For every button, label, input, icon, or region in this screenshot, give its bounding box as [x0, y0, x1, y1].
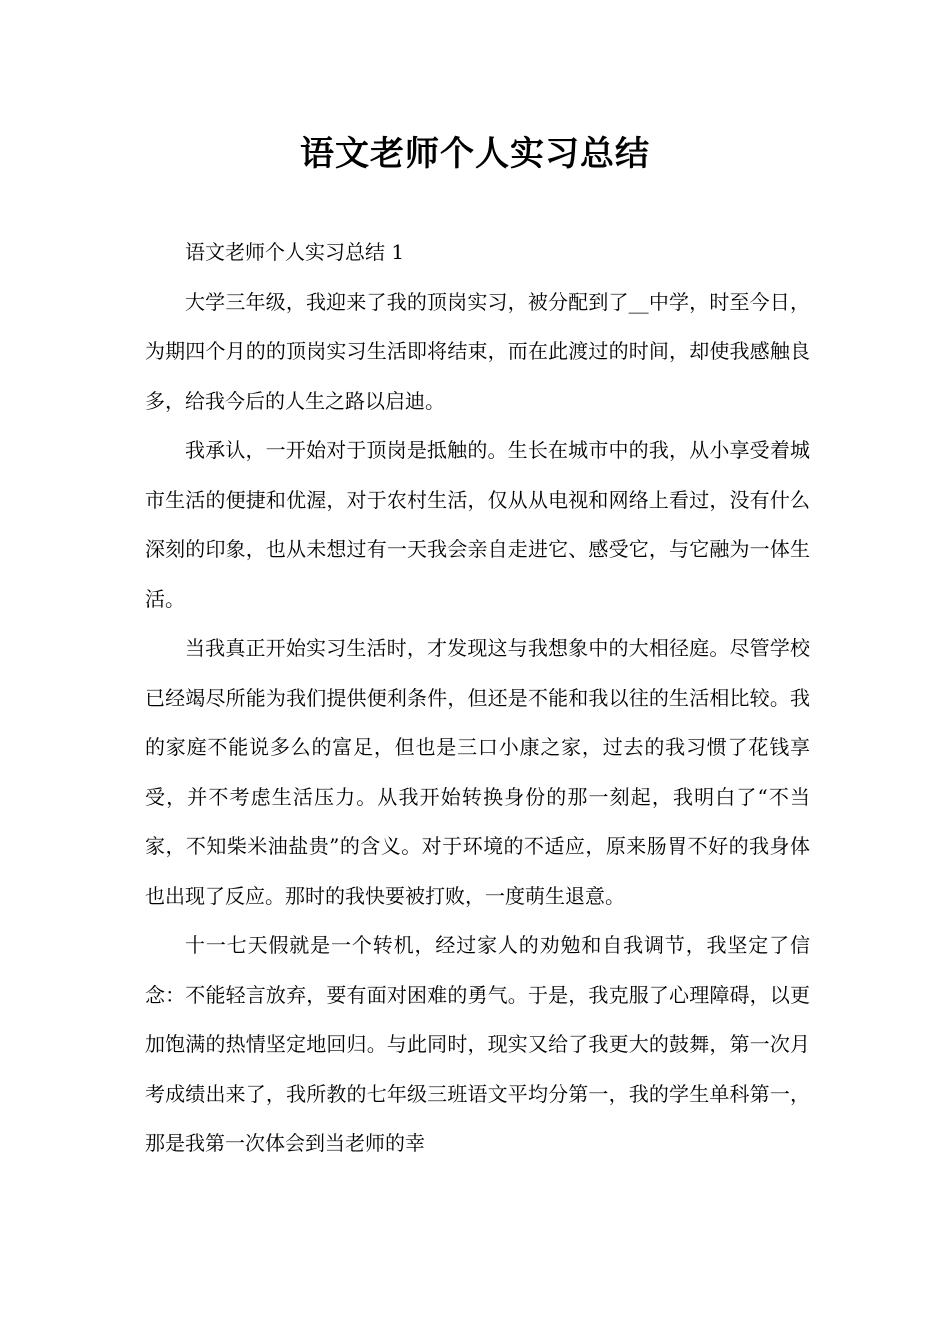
section-heading: 语文老师个人实习总结 1	[185, 240, 405, 264]
document-title: 语文老师个人实习总结	[300, 134, 650, 174]
paragraph-2: 我承认，一开始对于顶岗是抵触的。生长在城市中的我，从小享受着城市生活的便捷和优渥，对于农村生活，仅从从电视和网络上看过，没有什么深刻的印象，也从未想过有一天我会亲自走进它、感受它，与它融为一体生活。	[145, 438, 810, 611]
paragraph-3: 当我真正开始实习生活时，才发现这与我想象中的大相径庭。尽管学校已经竭尽所能为我们提供便利条件，但还是不能和我以往的生活相比较。我的家庭不能说多么的富足，但也是三口小康之家，过去的我习惯了花钱享受，并不考虑生活压力。从我开始转换身份的那一刻起，我明白了“不当家，不知柴米油盐贵”的含义。对于环境的不适应，原来肠胃不好的我身体也出现了反应。那时的我快要被打败，一度萌生退意。	[145, 636, 810, 908]
document-body	[145, 228, 810, 1169]
paragraph-4: 十一七天假就是一个转机，经过家人的劝勉和自我调节，我坚定了信念：不能轻言放弃，要有面对困难的勇气。于是，我克服了心理障碍，以更加饱满的热情坚定地回归。与此同时，现实又给了我更大的鼓舞，第一次月考成绩出来了，我所教的七年级三班语文平均分第一，我的学生单科第一，那是我第一次体会到当老师的幸	[145, 933, 810, 1155]
paragraph-1: 大学三年级，我迎来了我的顶岗实习，被分配到了__中学，时至今日，为期四个月的的顶岗实习生活即将结束，而在此渡过的时间，却使我感触良多，给我今后的人生之路以启迪。	[145, 289, 810, 413]
